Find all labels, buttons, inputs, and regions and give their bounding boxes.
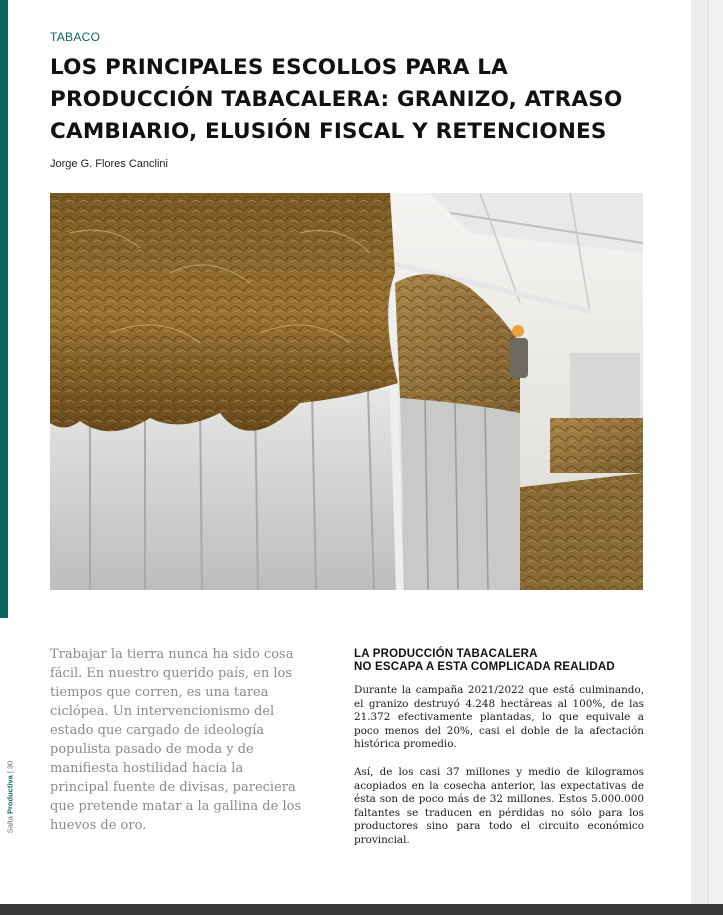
lead-paragraph: Trabajar la tierra nunca ha sido cosa fácil. En nuestro querido país, en los tiempos que corren, es una tarea ciclópea. Un intervencionismo del estado que cargado de ideología populista pasado de moda y de manifiesta hostilidad hacia la principal fuente de divisas, pareciera que pretende matar a la gallina de los huevos de oro. xyxy=(50,647,302,833)
sidebar-title-line-1: LA PRODUCCIÓN TABACALERA xyxy=(354,648,538,660)
folio-page-number: | 30 xyxy=(5,760,15,774)
article-headline: LOS PRINCIPALES ESCOLLOS PARA LA PRODUCCIÓN TABACALERA: GRANIZO, ATRASO CAMBIARIO, ELUSIÓN FISCAL Y RETENCIONES xyxy=(50,55,623,144)
viewer-scrollbar[interactable] xyxy=(708,0,723,915)
sidebar-title-line-2: NO ESCAPA A ESTA COMPLICADA REALIDAD xyxy=(354,661,615,673)
section-label: TABACO xyxy=(50,30,101,44)
page-folio xyxy=(4,752,16,842)
viewer-bottom-band xyxy=(0,904,723,915)
accent-side-bar xyxy=(0,0,8,618)
sidebar-title xyxy=(354,648,644,674)
folio-brand-light: Salta xyxy=(5,816,15,834)
tobacco-leaves-truck-photo xyxy=(50,193,643,590)
sidebar-paragraph: Durante la campaña 2021/2022 que está culminando, el granizo destruyó 4.248 hectáreas al 100%, de las 21.372 efectivamente plantadas, lo que equivale a poco menos del 20%, casi el doble de la afectación histórica promedio. xyxy=(354,684,644,751)
folio-brand-bold: Productiva xyxy=(5,775,15,815)
article-author: Jorge G. Flores Canclini xyxy=(50,158,168,170)
sidebar-column xyxy=(354,648,644,858)
sidebar-paragraph: Así, de los casi 37 millones y medio de kilogramos acopiados en la cosecha anterior, las expectativas de ésta son de poco más de 32 millones. Estos 5.000.000 faltantes se traducen en pérdidas no sólo para los productores sino para todo el circuito económico provincial. xyxy=(354,765,644,846)
